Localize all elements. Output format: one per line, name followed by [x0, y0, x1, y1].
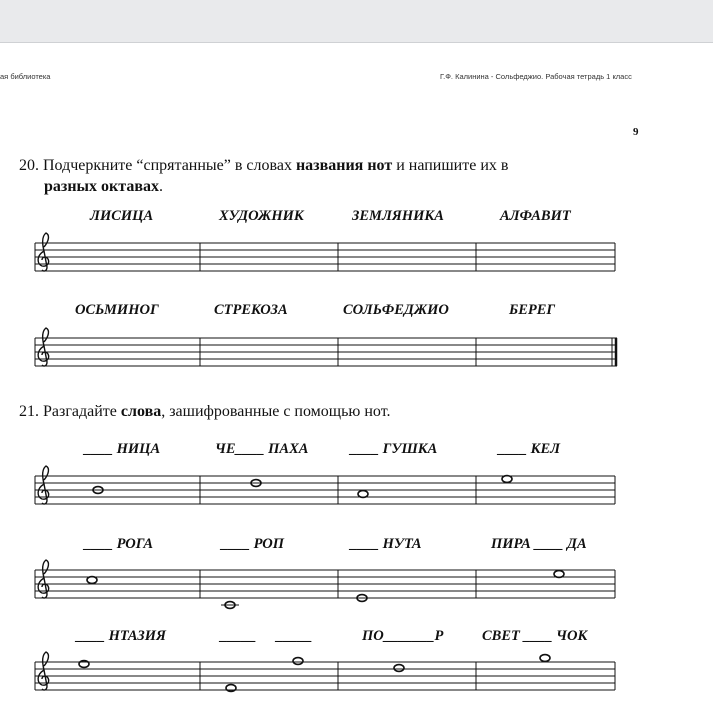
- whole-note: [87, 577, 97, 584]
- treble-clef-icon: [38, 560, 49, 598]
- puzzle-1-3: ____ ГУШКА: [350, 441, 438, 457]
- staff-3: [35, 476, 615, 504]
- staff-5: [35, 662, 615, 690]
- staff-1: [35, 243, 615, 271]
- running-header-right: Г.Ф. Калинина - Сольфеджио. Рабочая тетрадь 1 класс: [440, 72, 632, 81]
- task-21-text-before: Разгадайте: [39, 403, 121, 420]
- treble-clef-icon: [38, 652, 49, 690]
- whole-note: [540, 655, 550, 662]
- page-number: 9: [633, 126, 639, 138]
- word-solfedzhio: СОЛЬФЕДЖИО: [343, 302, 449, 318]
- word-lisitsa: ЛИСИЦА: [90, 208, 154, 224]
- whole-note: [394, 665, 404, 672]
- staff-4: [35, 570, 615, 605]
- puzzle-3-5: СВЕТ ____ ЧОК: [482, 628, 588, 644]
- task-20-number: 20.: [19, 157, 39, 174]
- task-20-text-end: .: [158, 178, 163, 195]
- whole-note: [502, 476, 512, 483]
- puzzle-1-2: ЧЕ____ ПАХА: [215, 441, 309, 457]
- puzzle-2-4: ПИРА ____ ДА: [491, 536, 587, 552]
- word-zemlyanika: ЗЕМЛЯНИКА: [352, 208, 444, 224]
- puzzle-3-3: _____: [276, 628, 313, 644]
- puzzle-1-4: ____ КЕЛ: [498, 441, 561, 457]
- running-header-left: ая библиотека: [0, 72, 51, 81]
- word-khudozhnik: ХУДОЖНИК: [219, 208, 304, 224]
- task-21-number: 21.: [19, 403, 39, 420]
- word-osminog: ОСЬМИНОГ: [75, 302, 159, 318]
- whole-note: [554, 571, 564, 578]
- task-20-bold-octaves: разных октавах: [44, 178, 159, 195]
- task-20-text-middle: и напишите их в: [392, 157, 509, 174]
- treble-clef-icon: [38, 466, 49, 504]
- word-alfavit: АЛФАВИТ: [500, 208, 571, 224]
- puzzle-3-2: _____: [220, 628, 257, 644]
- whole-note: [293, 658, 303, 665]
- puzzle-2-1: ____ РОГА: [84, 536, 154, 552]
- puzzle-1-1: ____ НИЦА: [84, 441, 161, 457]
- task-20-bold-notes: названия нот: [295, 157, 393, 174]
- task-21-bold-words: слова: [120, 403, 162, 420]
- word-strekoza: СТРЕКОЗА: [214, 302, 288, 318]
- puzzle-2-3: ____ НУТА: [350, 536, 422, 552]
- puzzle-2-2: ____ РОП: [221, 536, 285, 552]
- staff-2: [35, 338, 617, 366]
- whole-note: [358, 491, 368, 498]
- treble-clef-icon: [38, 233, 49, 271]
- word-bereg: БЕРЕГ: [509, 302, 556, 318]
- task-21-text-after: , зашифрованные с помощью нот.: [161, 403, 391, 420]
- puzzle-3-1: ____ НТАЗИЯ: [76, 628, 166, 644]
- task-20-text-before: Подчеркните “спрятанные” в словах: [39, 157, 296, 174]
- puzzle-3-4: ПО_______Р: [362, 628, 444, 644]
- treble-clef-icon: [38, 328, 49, 366]
